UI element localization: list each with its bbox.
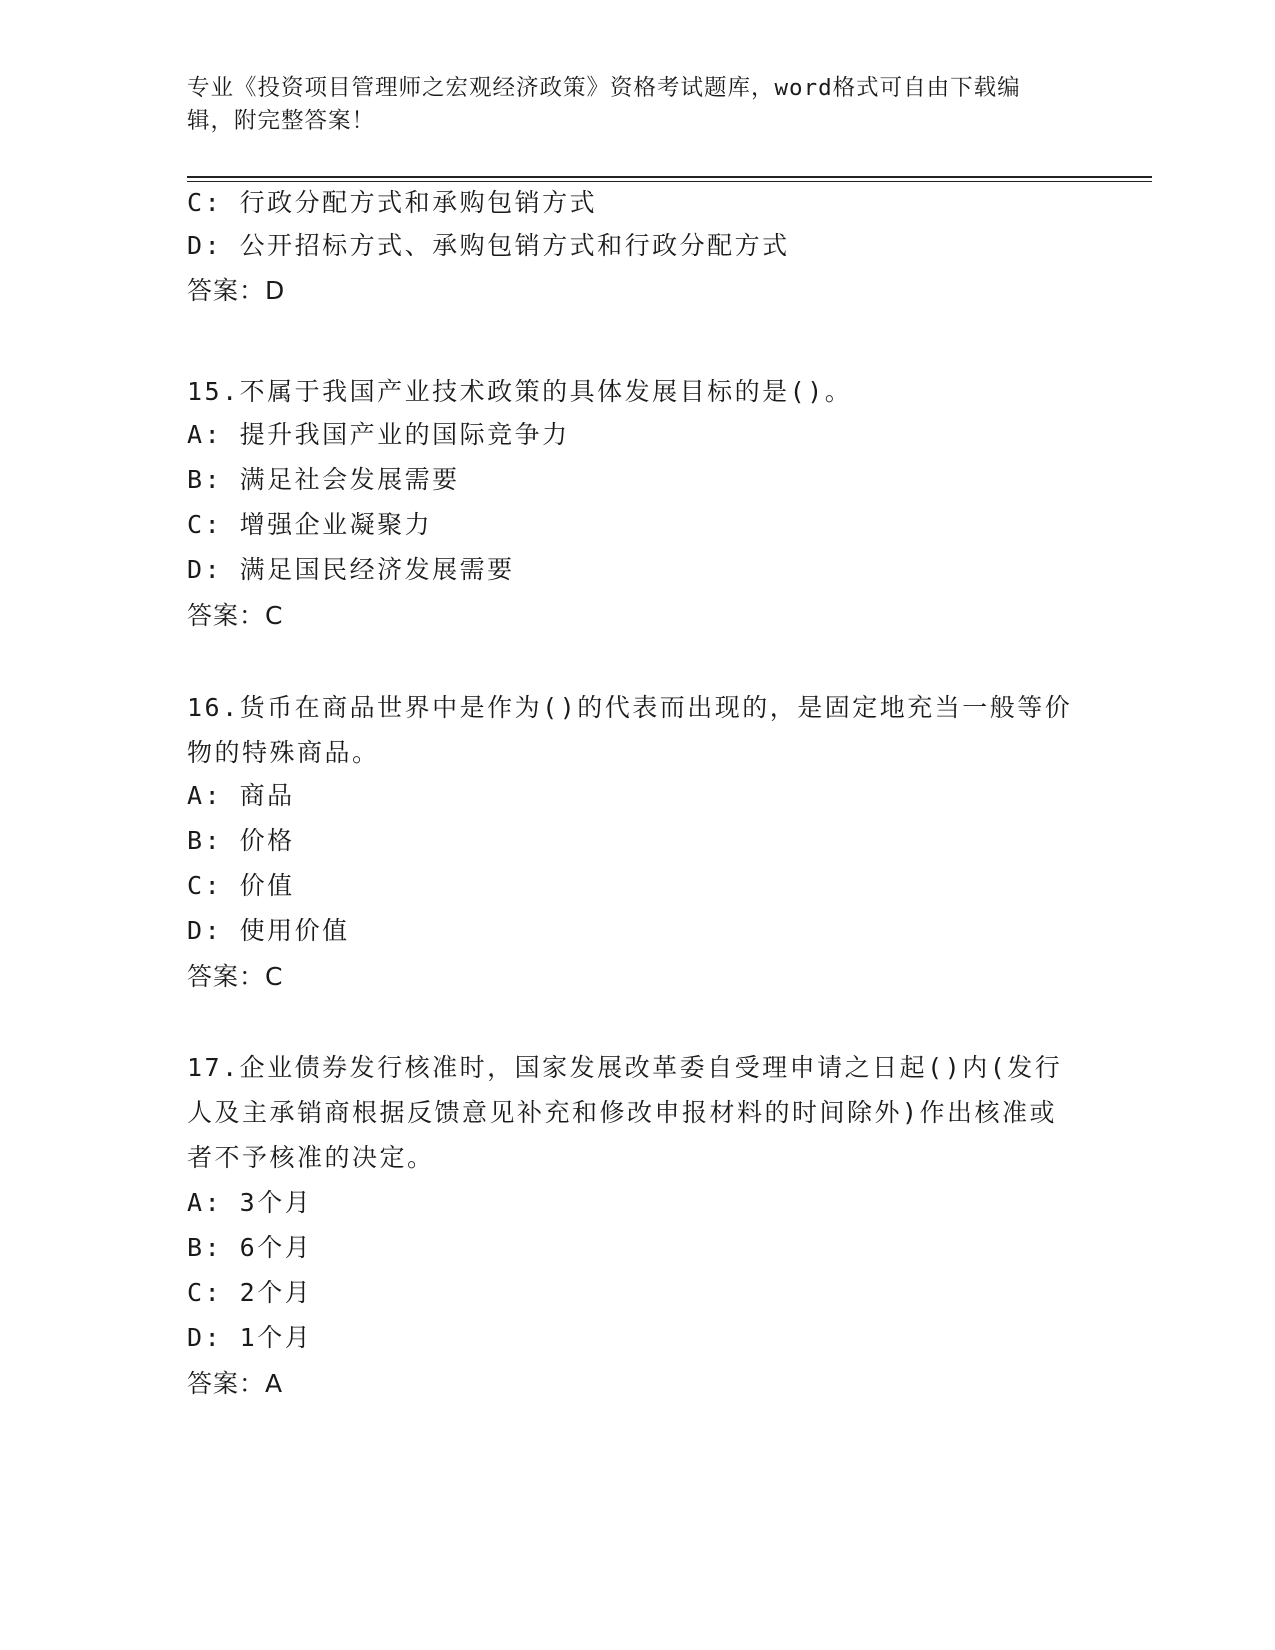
option-d: D: 公开招标方式、承购包销方式和行政分配方式 — [187, 231, 790, 260]
header-divider-thin — [187, 181, 1152, 182]
option-c: C: 增强企业凝聚力 — [187, 510, 433, 539]
option-d: D: 满足国民经济发展需要 — [187, 555, 515, 584]
answer-line: 答案：D — [187, 276, 286, 305]
option-b: B: 价格 — [187, 826, 295, 855]
option-b: B: 满足社会发展需要 — [187, 465, 460, 494]
answer-line: 答案：C — [187, 601, 284, 630]
option-c: C: 2个月 — [187, 1278, 313, 1307]
option-a: A: 商品 — [187, 781, 295, 810]
option-a: A: 提升我国产业的国际竞争力 — [187, 420, 570, 449]
option-d: D: 使用价值 — [187, 916, 350, 945]
option-c: C: 价值 — [187, 871, 295, 900]
document-intro: 专业《投资项目管理师之宏观经济政策》资格考试题库，word格式可自由下载编辑，附完整答案！ — [187, 75, 1021, 134]
header-divider — [187, 176, 1152, 178]
option-c: C: 行政分配方式和承购包销方式 — [187, 188, 598, 217]
question-stem-17: 17.企业债券发行核准时，国家发展改革委自受理申请之日起()内(发行人及主承销商根据反馈意见补充和修改申报材料的时间除外)作出核准或者不予核准的决定。 — [187, 1053, 1063, 1172]
option-b: B: 6个月 — [187, 1233, 313, 1262]
answer-line: 答案：C — [187, 962, 284, 991]
option-d: D: 1个月 — [187, 1323, 313, 1352]
question-stem-15: 15.不属于我国产业技术政策的具体发展目标的是()。 — [187, 377, 853, 406]
option-a: A: 3个月 — [187, 1188, 313, 1217]
answer-line: 答案：A — [187, 1369, 284, 1398]
question-stem-16: 16.货币在商品世界中是作为()的代表而出现的，是固定地充当一般等价物的特殊商品。 — [187, 693, 1073, 767]
